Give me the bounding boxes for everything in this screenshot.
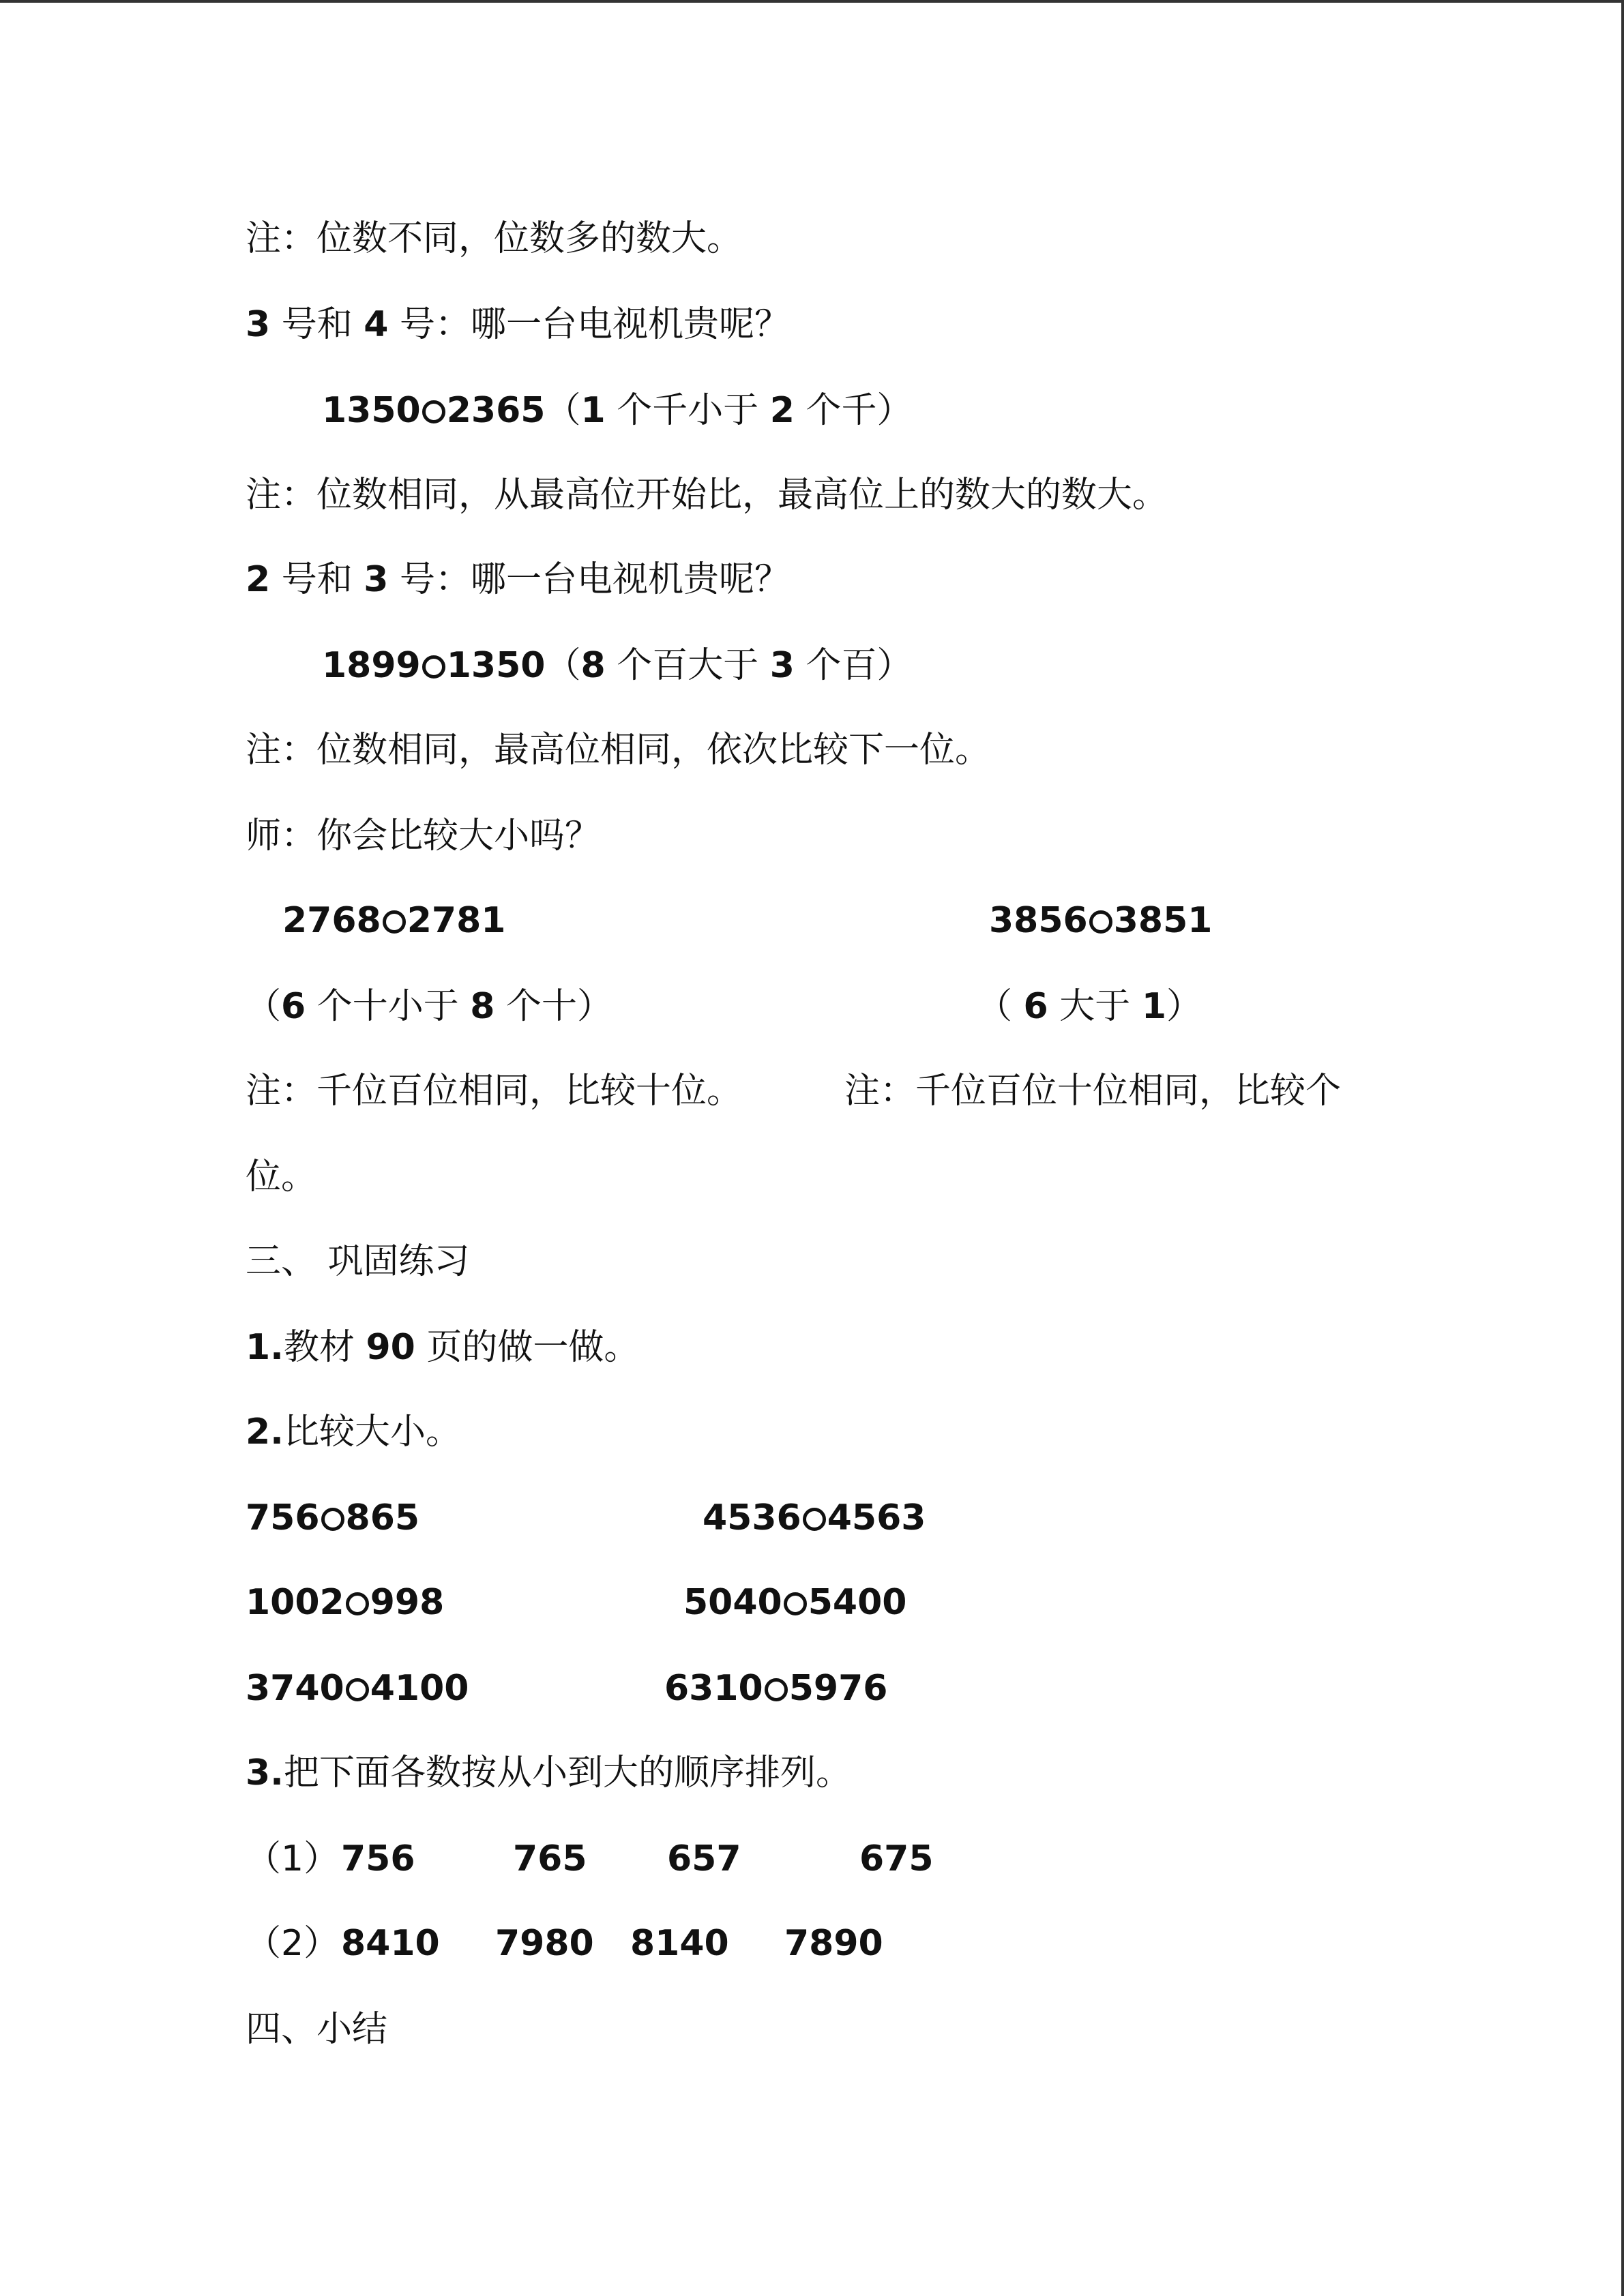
comparison-circle-blank[interactable]	[321, 1508, 344, 1531]
number: 998	[370, 1582, 445, 1623]
order-number: 675	[859, 1838, 934, 1879]
comparison-1350-2365	[322, 389, 912, 432]
exercise-number: 3.	[246, 1753, 284, 1793]
comparison-circle-blank[interactable]	[784, 1592, 807, 1615]
reason-tens	[246, 985, 612, 1028]
reason-text: （	[977, 986, 1013, 1027]
number: 6310	[664, 1668, 763, 1709]
comparison-circle-blank[interactable]	[765, 1678, 788, 1701]
number: 1	[1141, 986, 1166, 1027]
compare-right-6310-5976	[664, 1667, 887, 1710]
order-number: 8410	[341, 1923, 440, 1964]
number: 3740	[246, 1668, 344, 1709]
note-same-digits-highest: 注：位数相同，从最高位开始比，最高位上的数大的数大。	[246, 475, 1168, 516]
number: 2	[769, 390, 795, 431]
q-text: 号和	[281, 559, 353, 600]
number: 6	[281, 986, 306, 1027]
order-number: 8140	[630, 1923, 729, 1964]
question-3-and-4	[246, 303, 790, 346]
order-number: 7890	[784, 1923, 883, 1964]
note-different-digits: 注：位数不同，位数多的数大。	[246, 218, 743, 259]
q-num: 3	[246, 304, 271, 345]
comparison-3856-3851	[989, 899, 1212, 942]
number: 2768	[282, 900, 381, 941]
number: 5400	[808, 1582, 907, 1623]
number: 2365	[446, 390, 546, 431]
comparison-circle-blank[interactable]	[422, 400, 445, 423]
compare-left-1002-998	[246, 1581, 444, 1624]
note-same-highest: 注：位数相同，最高位相同，依次比较下一位。	[246, 730, 991, 771]
page-number: 90	[366, 1327, 415, 1368]
comparison-2768-2781	[282, 899, 505, 942]
q-num: 2	[246, 559, 271, 600]
number: 756	[246, 1497, 320, 1538]
q-num: 3	[364, 559, 389, 600]
number: 8	[470, 986, 495, 1027]
number: 1	[580, 390, 606, 431]
reason-text: ）	[1166, 986, 1202, 1027]
note-compare-tens: 注：千位百位相同，比较十位。	[246, 1071, 743, 1112]
compare-left-756-865	[246, 1496, 419, 1540]
exercise-text: 页的做一做。	[426, 1327, 640, 1368]
exercise-text: 比较大小。	[283, 1412, 461, 1452]
order-number: 765	[513, 1838, 587, 1879]
q-text: 号和	[281, 304, 353, 345]
comparison-circle-blank[interactable]	[383, 910, 406, 934]
reason-text: 个十）	[506, 986, 613, 1027]
exercise-text: 把下面各数按从小到大的顺序排列。	[283, 1753, 851, 1793]
number: 5040	[683, 1582, 782, 1623]
note-compare-ones-cont: 位。	[246, 1157, 317, 1197]
reason-text: 个十小于	[316, 986, 459, 1027]
reason-text: （	[545, 390, 581, 431]
number: 1350	[322, 390, 421, 431]
q-text: 号：哪一台电视机贵呢？	[399, 559, 790, 600]
exercise-number: 2.	[246, 1412, 284, 1452]
reason-ones	[977, 985, 1202, 1028]
number: 3856	[989, 900, 1088, 941]
compare-left-3740-4100	[246, 1667, 469, 1710]
number: 1002	[246, 1582, 344, 1623]
number: 6	[1023, 986, 1048, 1027]
number: 1899	[322, 645, 421, 686]
reason-text: 个百大于	[617, 645, 759, 686]
number: 4536	[703, 1497, 801, 1538]
teacher-question: 师：你会比较大小吗？	[246, 816, 601, 856]
comparison-circle-blank[interactable]	[422, 655, 445, 679]
comparison-1899-1350	[322, 644, 912, 687]
order-row-label: （2）	[246, 1923, 340, 1964]
number: 3	[769, 645, 795, 686]
number: 5976	[788, 1668, 888, 1709]
compare-right-5040-5400	[683, 1581, 906, 1624]
exercise-1	[246, 1326, 639, 1369]
q-text: 号：哪一台电视机贵呢？	[399, 304, 790, 345]
reason-text: （	[545, 645, 581, 686]
question-2-and-3	[246, 558, 790, 601]
exercise-text: 教材	[283, 1327, 355, 1368]
order-row-label: （1）	[246, 1838, 340, 1879]
section-practice-heading: 三、 巩固练习	[246, 1241, 470, 1282]
number: 4100	[370, 1668, 469, 1709]
number: 2781	[407, 900, 506, 941]
page-top-border	[0, 0, 1624, 3]
comparison-circle-blank[interactable]	[346, 1678, 369, 1701]
q-num: 4	[364, 304, 389, 345]
note-compare-ones: 注：千位百位十位相同，比较个	[844, 1071, 1342, 1112]
number: 1350	[446, 645, 546, 686]
exercise-number: 1.	[246, 1327, 284, 1368]
reason-text: 个千小于	[617, 390, 759, 431]
number: 4563	[827, 1497, 926, 1538]
reason-text: 大于	[1059, 986, 1131, 1027]
number: 3851	[1113, 900, 1213, 941]
order-number: 657	[667, 1838, 741, 1879]
comparison-circle-blank[interactable]	[803, 1508, 826, 1531]
order-number: 7980	[495, 1923, 594, 1964]
exercise-3	[246, 1751, 851, 1795]
page-right-border	[1621, 0, 1624, 2296]
order-number: 756	[341, 1838, 415, 1879]
compare-right-4536-4563	[703, 1496, 926, 1540]
reason-text: 个千）	[806, 390, 913, 431]
number: 8	[580, 645, 606, 686]
exercise-2	[246, 1410, 461, 1454]
comparison-circle-blank[interactable]	[346, 1592, 369, 1615]
reason-text: 个百）	[806, 645, 913, 686]
number: 865	[345, 1497, 420, 1538]
reason-text: （	[246, 986, 282, 1027]
comparison-circle-blank[interactable]	[1089, 910, 1112, 934]
section-summary-heading: 四、小结	[246, 2009, 388, 2050]
